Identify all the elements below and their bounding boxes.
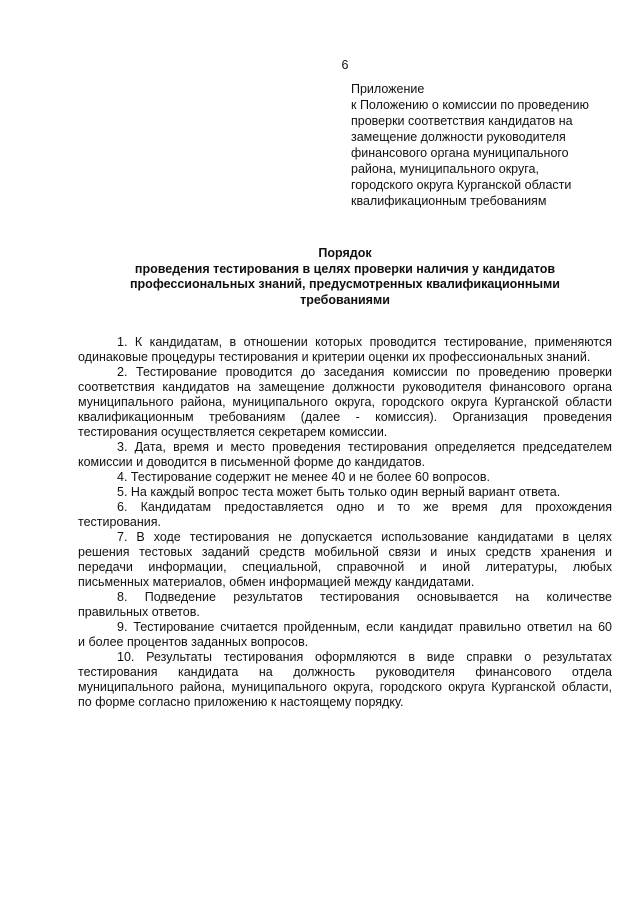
paragraph-8 — [78, 590, 612, 620]
heading-title: Порядок — [318, 246, 372, 260]
appendix-reference — [351, 81, 613, 209]
heading-line: проведения тестирования в целях проверки наличия у кандидатов — [134, 261, 556, 276]
paragraph-line: 2. Тестирование проводится до заседания комиссии по проведению проверки — [117, 365, 612, 379]
paragraph-line: тестирования кандидата на должность руководителя финансового отдела — [78, 665, 612, 679]
paragraph-line: одинаковые процедуры тестирования и критерии оценки их профессиональных знаний. — [78, 350, 591, 364]
paragraph-line: тестирования. — [78, 515, 161, 529]
paragraph-line: письменных материалов, обмен информацией между кандидатами. — [78, 575, 475, 589]
document-body — [78, 335, 612, 710]
appendix-line: финансового органа муниципального — [351, 146, 569, 160]
paragraph-line: комиссии и доводится в письменной форме до кандидатов. — [78, 455, 426, 469]
paragraph-4 — [78, 470, 612, 485]
paragraph-6 — [78, 500, 612, 530]
paragraph-1 — [78, 335, 612, 365]
heading-line: требованиями — [300, 292, 390, 307]
paragraph-line: решения тестовых заданий средств мобильной связи и иных средств хранения и — [78, 545, 612, 559]
paragraph-9 — [78, 620, 612, 650]
appendix-line: к Положению о комиссии по проведению — [351, 98, 589, 112]
paragraph-line: по форме согласно приложению к настоящему порядку. — [78, 695, 404, 709]
paragraph-line: муниципального района, муниципального округа, городского округа Курганской области — [78, 395, 612, 409]
paragraph-line: 8. Подведение результатов тестирования основывается на количестве — [117, 590, 612, 604]
heading-line: профессиональных знаний, предусмотренных квалификационными — [130, 277, 560, 291]
paragraph-line: 9. Тестирование считается пройденным, если кандидат правильно ответил на 60 — [117, 620, 612, 634]
appendix-line: городского округа Курганской области — [351, 178, 572, 192]
paragraph-line: 4. Тестирование содержит не менее 40 и не более 60 вопросов. — [117, 470, 490, 484]
appendix-line: проверки соответствия кандидатов на — [351, 114, 573, 128]
paragraph-line: 6. Кандидатам предоставляется одно и то же время для прохождения — [117, 500, 612, 514]
paragraph-2 — [78, 365, 612, 440]
paragraph-line: квалификационным требованиям (далее - комиссия). Организация проведения — [78, 410, 612, 424]
appendix-line: квалификационным требованиям — [351, 194, 547, 208]
paragraph-line: 7. В ходе тестирования не допускается использование кандидатами в целях — [117, 530, 612, 544]
paragraph-line: тестирования осуществляется секретарем комиссии. — [78, 425, 388, 439]
paragraph-line: и более процентов заданных вопросов. — [78, 635, 309, 649]
paragraph-line: 1. К кандидатам, в отношении которых проводится тестирование, применяются — [117, 335, 612, 349]
paragraph-line: передачи информации, специальной, справочной и иной литературы, любых — [78, 560, 612, 574]
paragraph-10 — [78, 650, 612, 710]
paragraph-5 — [78, 485, 612, 500]
paragraph-7 — [78, 530, 612, 590]
page-number: 6 — [341, 58, 349, 72]
paragraph-line: 10. Результаты тестирования оформляются в виде справки о результатах — [117, 650, 612, 664]
appendix-line: Приложение — [351, 82, 425, 96]
paragraph-line: муниципального района, муниципального округа, городского округа Курганской области, — [78, 680, 612, 694]
paragraph-line: 5. На каждый вопрос теста может быть только один верный вариант ответа. — [117, 485, 561, 499]
paragraph-line: правильных ответов. — [78, 605, 200, 619]
paragraph-line: соответствия кандидатов на замещение должности руководителя финансового органа — [78, 380, 612, 394]
appendix-line: района, муниципального округа, — [351, 162, 539, 176]
appendix-line: замещение должности руководителя — [351, 130, 566, 144]
paragraph-line: 3. Дата, время и место проведения тестирования определяется председателем — [117, 440, 612, 454]
paragraph-3 — [78, 440, 612, 470]
document-heading — [78, 246, 612, 308]
